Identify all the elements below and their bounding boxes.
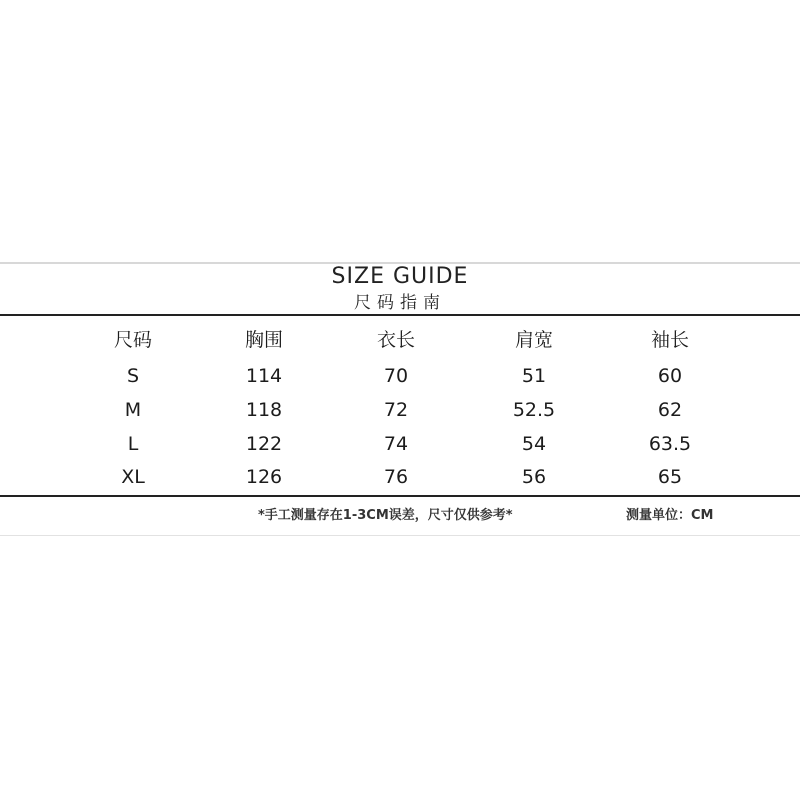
cell-sleeve: 63.5: [648, 433, 692, 455]
table-row: [0, 461, 800, 493]
cell-shoulder: 54: [521, 433, 547, 455]
cell-size: L: [127, 433, 139, 455]
header-shoulder: 肩宽: [514, 329, 553, 351]
page-subtitle: 尺码指南: [354, 293, 446, 313]
table-header-row: [0, 324, 800, 356]
measurement-unit: 测量单位：CM: [626, 508, 714, 523]
cell-size: XL: [121, 466, 145, 488]
cell-length: 76: [383, 466, 409, 488]
cell-length: 72: [383, 399, 409, 421]
measurement-note: *手工测量存在1-3CM误差，尺寸仅供参考*: [258, 508, 513, 523]
cell-chest: 114: [245, 365, 283, 387]
cell-length: 70: [383, 365, 409, 387]
page-title: SIZE GUIDE: [331, 264, 469, 289]
cell-size: S: [126, 365, 140, 387]
cell-shoulder: 51: [521, 365, 547, 387]
cell-sleeve: 62: [657, 399, 683, 421]
size-guide-card: [0, 262, 800, 536]
size-table: [0, 314, 800, 497]
cell-shoulder: 56: [521, 466, 547, 488]
cell-sleeve: 65: [657, 466, 683, 488]
header-sleeve: 袖长: [650, 329, 689, 351]
cell-chest: 122: [245, 433, 283, 455]
cell-length: 74: [383, 433, 409, 455]
cell-chest: 118: [245, 399, 283, 421]
header-length: 衣长: [376, 329, 415, 351]
table-row: [0, 360, 800, 392]
cell-sleeve: 60: [657, 365, 683, 387]
cell-chest: 126: [245, 466, 283, 488]
table-row: [0, 428, 800, 460]
cell-shoulder: 52.5: [512, 399, 556, 421]
cell-size: M: [124, 399, 142, 421]
table-row: [0, 394, 800, 426]
header-chest: 胸围: [244, 329, 283, 351]
header-size: 尺码: [113, 329, 152, 351]
